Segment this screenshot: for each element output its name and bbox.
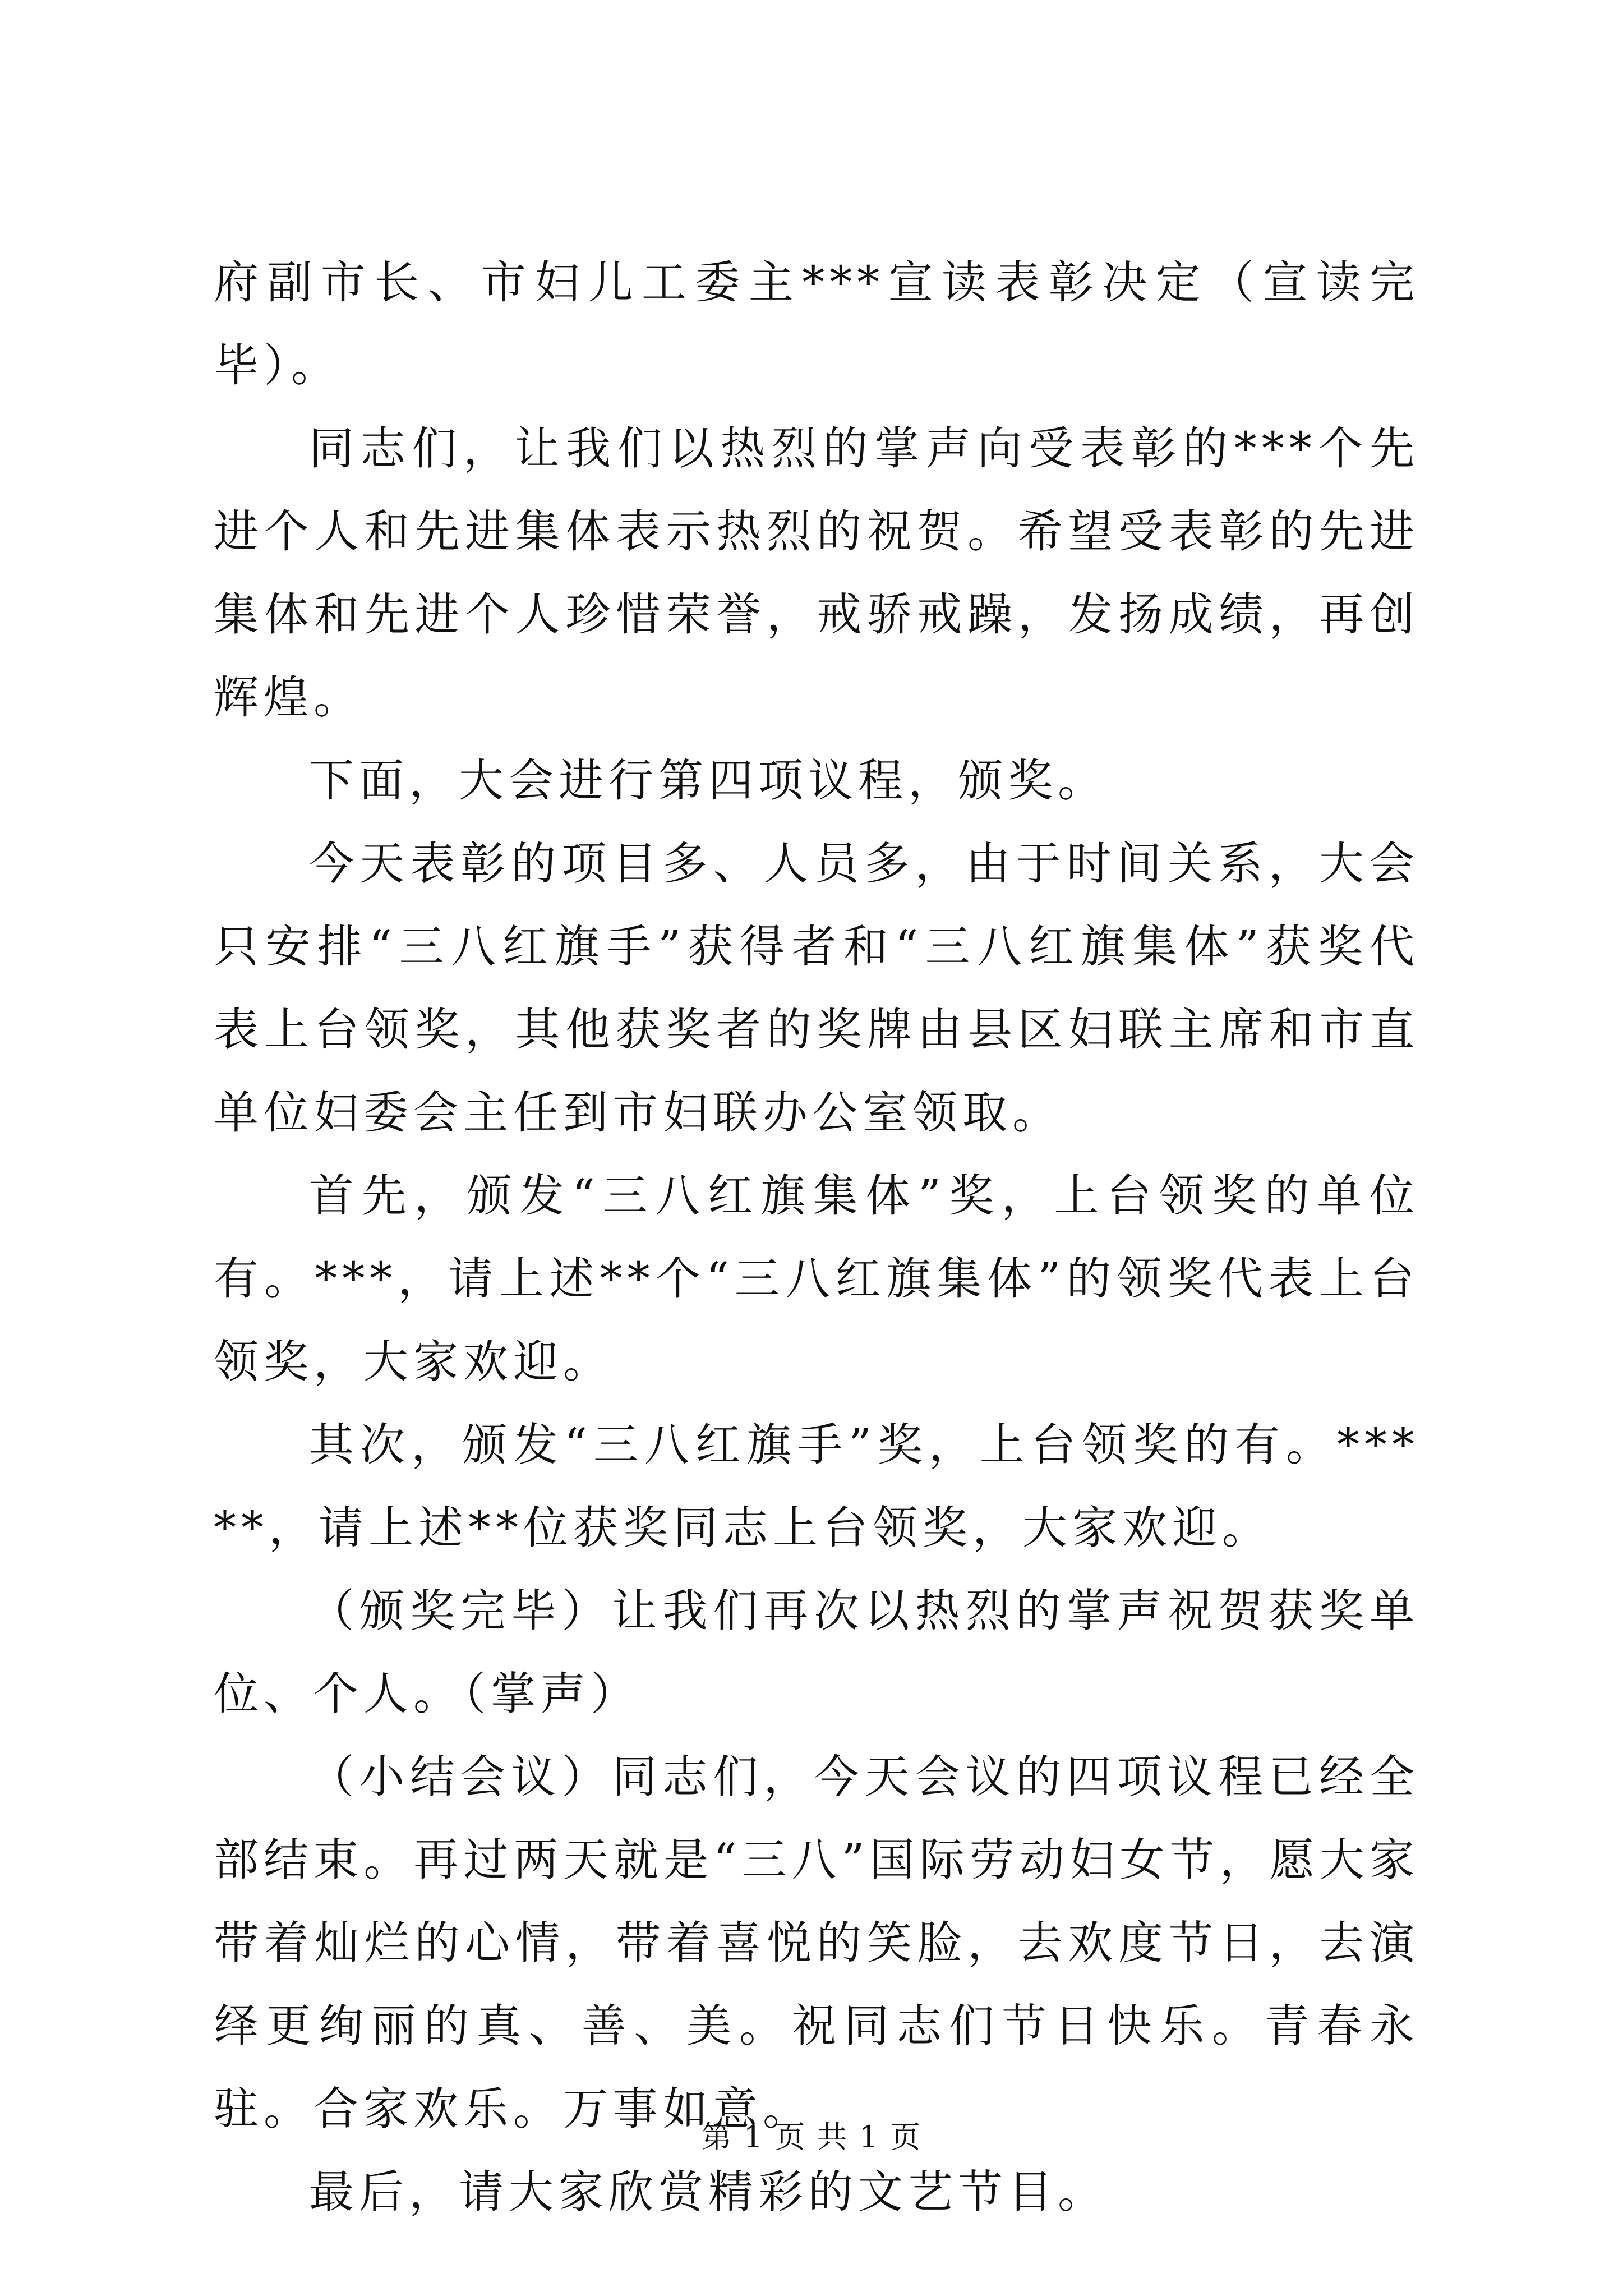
paragraph-award-arrangement: 今天表彰的项目多、人员多，由于时间关系，大会只安排“三八红旗手”获得者和“三八红旗集体”获奖代表上台领奖，其他获奖者的奖牌由县区妇联主席和市直单位妇委会主任到市妇联办公室领取。: [214, 838, 1419, 1139]
paragraph-award-complete: （颁奖完毕）让我们再次以热烈的掌声祝贺获奖单位、个人。（掌声）: [214, 1585, 1419, 1720]
paragraph-closing: 最后，请大家欣赏精彩的文艺节目。: [309, 2166, 1108, 2218]
paragraph-continuation: 府副市长、市妇儿工委主***宣读表彰决定（宣读完毕）。: [214, 256, 1419, 392]
paragraph-agenda-item-four: 下面，大会进行第四项议程，颁奖。: [309, 754, 1108, 807]
document-body: [214, 241, 1419, 2234]
paragraph-individual-award: 其次，颁发“三八红旗手”奖，上台领奖的有。*****，请上述**位获奖同志上台领奖，大家欢迎。: [214, 1419, 1419, 1554]
paragraph-collective-award: 首先，颁发“三八红旗集体”奖，上台领奖的单位有。***，请上述**个“三八红旗集体”的领奖代表上台领奖，大家欢迎。: [214, 1170, 1419, 1388]
page-number-footer: 第 1 页 共 1 页: [701, 2119, 922, 2155]
paragraph-meeting-summary: （小结会议）同志们，今天会议的四项议程已经全部结束。再过两天就是“三八”国际劳动妇女节，愿大家带着灿烂的心情，带着喜悦的笑脸，去欢度节日，去演绎更绚丽的真、善、美。祝同志们节日快乐。青春永驻。合家欢乐。万事如意。: [214, 1751, 1419, 2135]
paragraph-congratulations: 同志们，让我们以热烈的掌声向受表彰的***个先进个人和先进集体表示热烈的祝贺。希望受表彰的先进集体和先进个人珍惜荣誉，戒骄戒躁，发扬成绩，再创辉煌。: [214, 422, 1419, 724]
